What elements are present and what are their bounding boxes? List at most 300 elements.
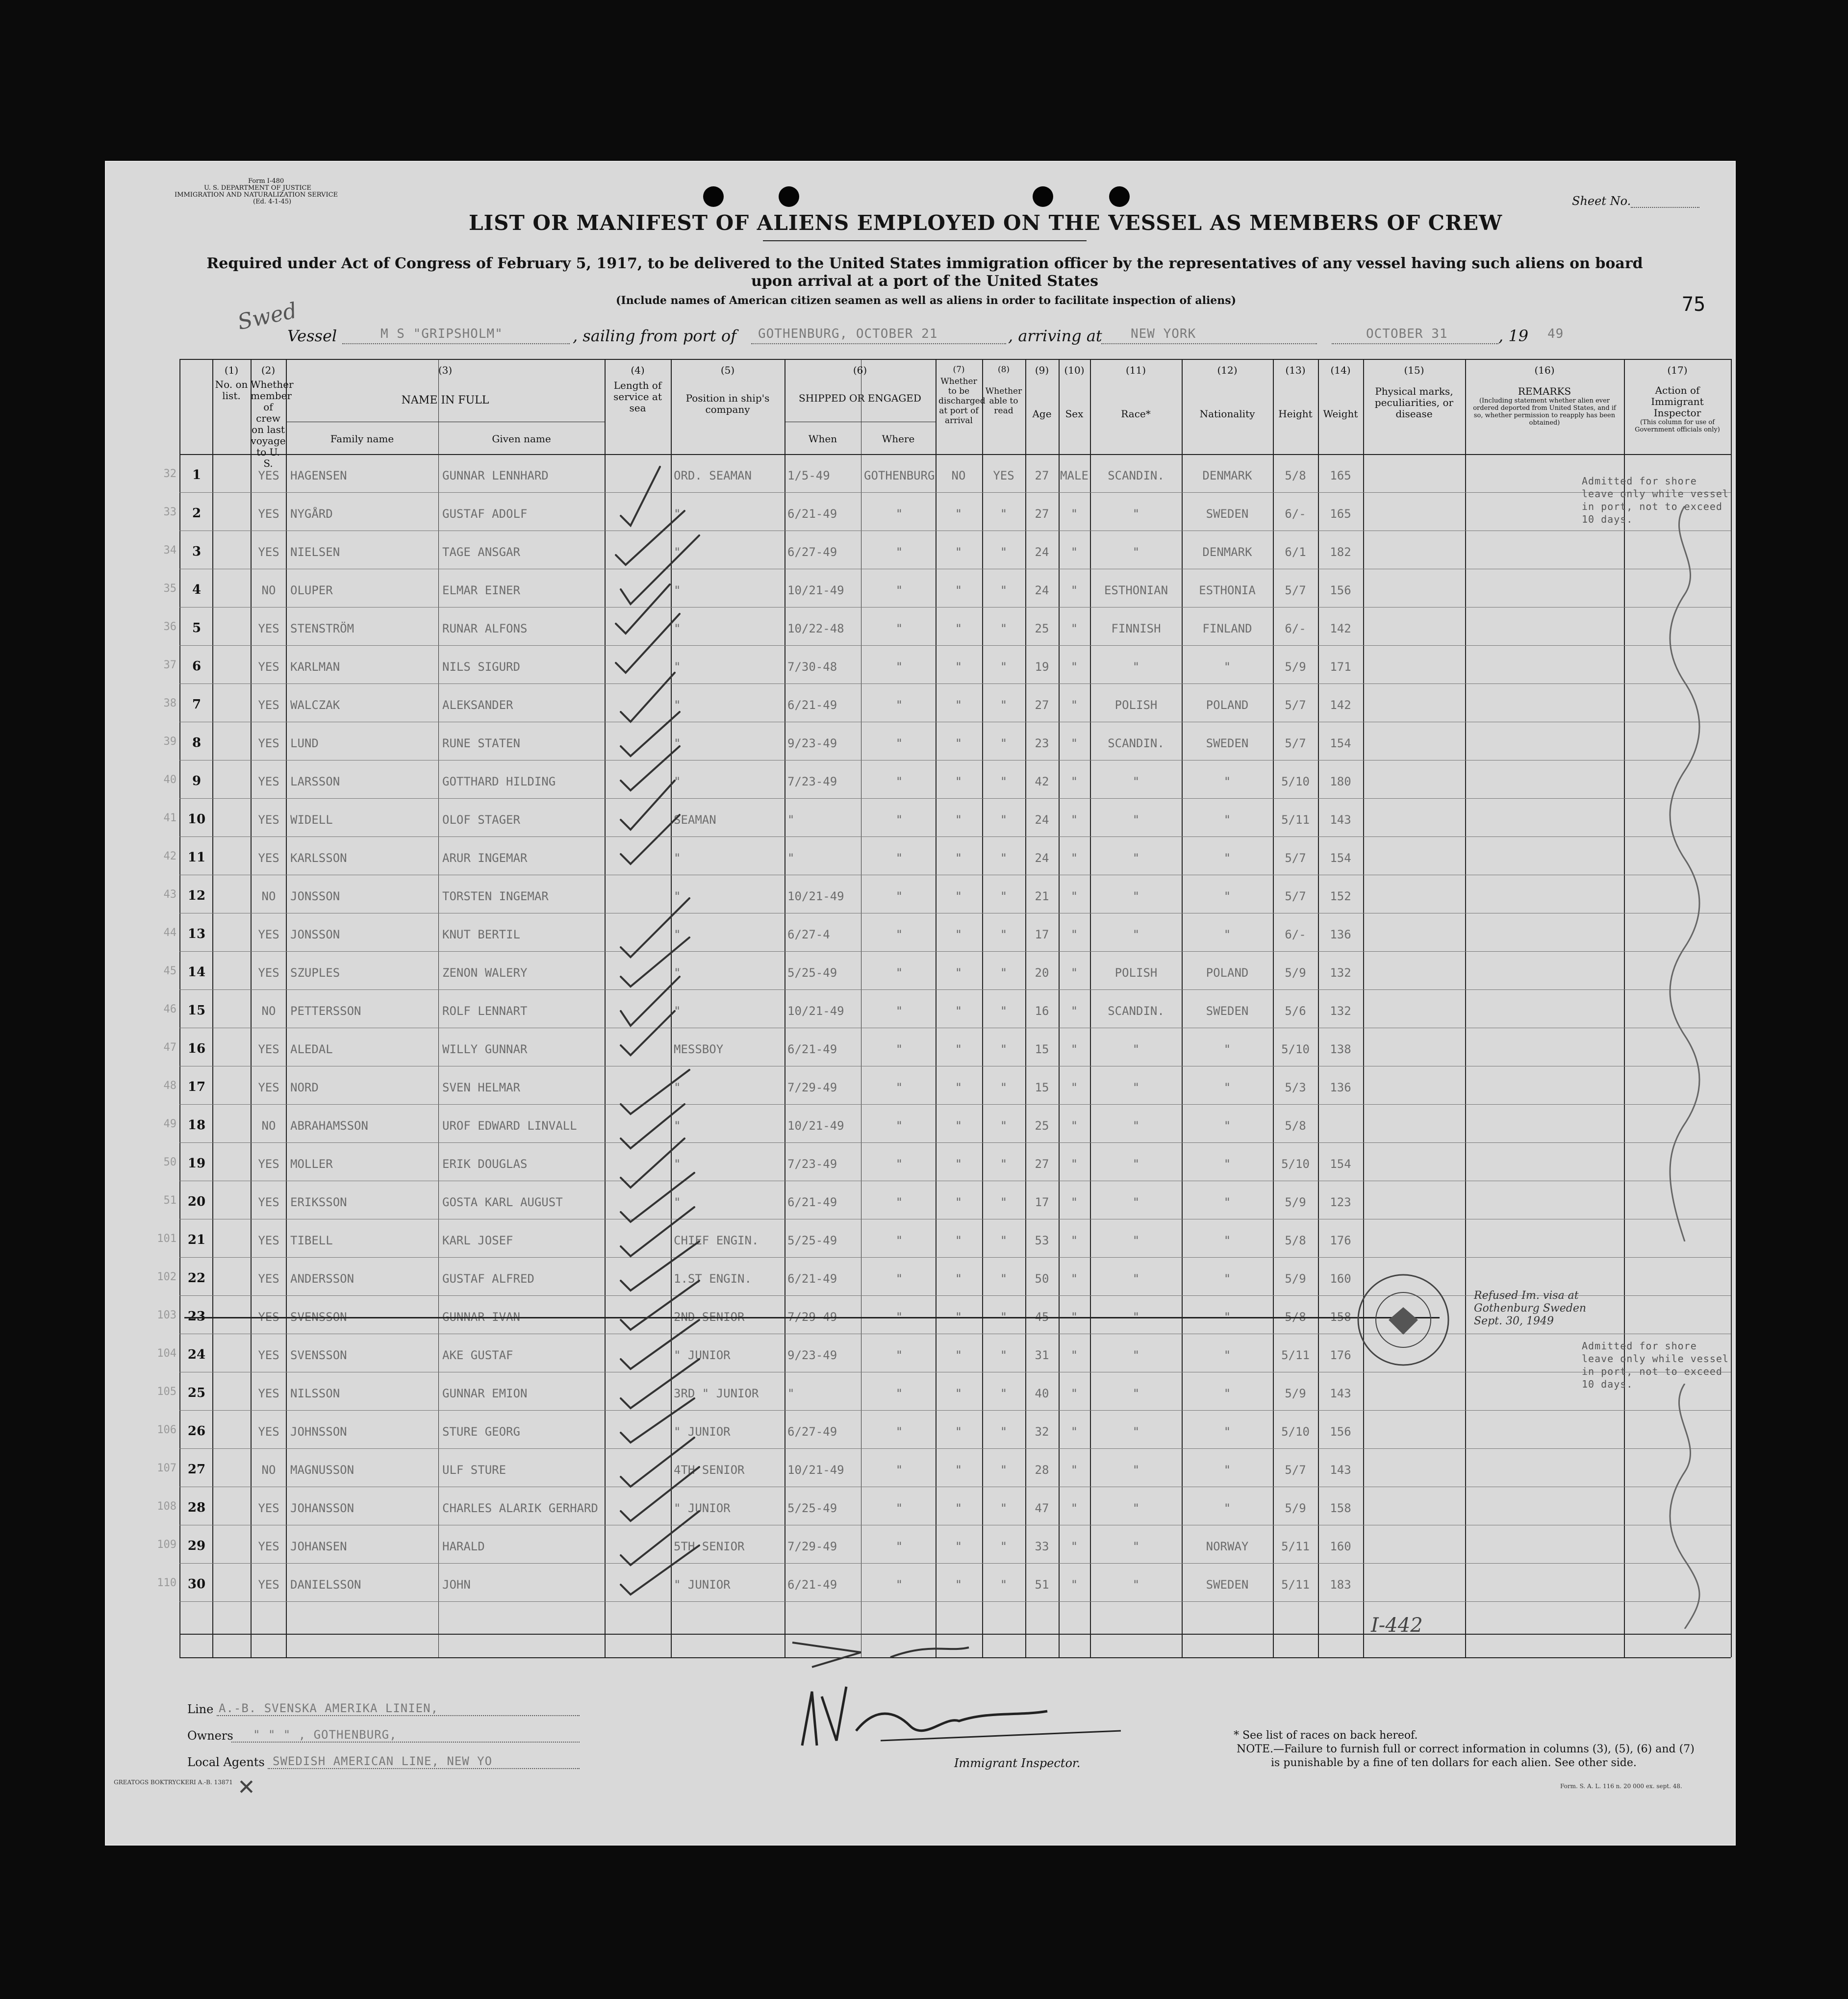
cell-sex: " xyxy=(1070,928,1078,941)
cell-age: 16 xyxy=(1035,1004,1049,1018)
cell-sex: " xyxy=(1070,1425,1078,1439)
row-divider xyxy=(179,1410,1731,1411)
cell-nat: " xyxy=(1223,1501,1231,1515)
remarks-shore-leave-top: Admitted for shore leave only while vessel in port, not to exceed 10 days. xyxy=(1582,475,1729,525)
cell-race: " xyxy=(1132,1272,1140,1286)
cell-dis: " xyxy=(955,1119,962,1133)
cell-when: 10/21-49 xyxy=(787,889,844,903)
service: IMMIGRATION AND NATURALIZATION SERVICE xyxy=(175,191,338,199)
cell-read: " xyxy=(1000,1310,1008,1324)
cell-wt: 123 xyxy=(1330,1195,1351,1209)
cell-age: 31 xyxy=(1035,1348,1049,1362)
cell-family: STENSTRÖM xyxy=(290,622,354,635)
cell-ht: 5/10 xyxy=(1281,1157,1310,1171)
cell-pos: " xyxy=(674,583,681,597)
physical-mark-row-30: I-442 xyxy=(1371,1614,1423,1637)
cell-pos: 4TH SENIOR xyxy=(674,1463,745,1477)
cell-wt: 165 xyxy=(1330,507,1351,521)
col5-header: (5) Position in ship's company xyxy=(685,364,770,415)
row-number: 23 xyxy=(187,1309,206,1324)
line-number: 41 xyxy=(163,812,177,824)
line-number: 44 xyxy=(163,927,177,939)
col4-header: (4) Length of service at sea xyxy=(613,364,662,414)
sheet-label: Sheet No. xyxy=(1572,194,1631,208)
cell-read: " xyxy=(1000,851,1008,865)
cell-when: 6/21-49 xyxy=(787,1195,837,1209)
cell-wt: 132 xyxy=(1330,1004,1351,1018)
cell-ht: 5/7 xyxy=(1285,698,1306,712)
cell-dis: " xyxy=(955,1081,962,1094)
cell-prev: YES xyxy=(258,1387,279,1400)
line-number: 108 xyxy=(157,1500,177,1513)
cell-nat: SWEDEN xyxy=(1206,1004,1249,1018)
line-number: 106 xyxy=(157,1424,177,1436)
cell-race: " xyxy=(1132,1081,1140,1094)
cell-prev: NO xyxy=(261,889,276,903)
note-line-1: NOTE.—Failure to furnish full or correct information in columns (3), (5), (6) and (7) xyxy=(1237,1743,1695,1755)
cell-age: 51 xyxy=(1035,1578,1049,1592)
cell-where: " xyxy=(895,851,903,865)
cell-race: SCANDIN. xyxy=(1108,1004,1164,1018)
cell-family: OLUPER xyxy=(290,583,333,597)
cell-family: JONSSON xyxy=(290,889,340,903)
row-number: 3 xyxy=(192,544,202,559)
cell-read: " xyxy=(1000,1540,1008,1553)
cell-age: 33 xyxy=(1035,1540,1049,1553)
line-number: 33 xyxy=(163,506,177,518)
cell-where: " xyxy=(895,736,903,750)
row-number: 24 xyxy=(187,1347,206,1362)
cell-nat: " xyxy=(1223,1119,1231,1133)
cell-dis: " xyxy=(955,1157,962,1171)
local-agents-value: SWEDISH AMERICAN LINE, NEW YO xyxy=(273,1754,493,1768)
cell-dis: " xyxy=(955,736,962,750)
row-divider xyxy=(179,1104,1731,1105)
cell-where: " xyxy=(895,1425,903,1439)
cell-nat: FINLAND xyxy=(1202,622,1252,635)
cell-ht: 5/10 xyxy=(1281,1042,1310,1056)
cell-nat: " xyxy=(1223,889,1231,903)
cell-sex: " xyxy=(1070,1195,1078,1209)
remarks-shore-leave-mid: Admitted for shore leave only while vessel in port, not to exceed 10 days. xyxy=(1582,1340,1729,1390)
cell-when: 5/25-49 xyxy=(787,1234,837,1247)
cell-where: " xyxy=(895,928,903,941)
line-number: 36 xyxy=(163,621,177,633)
row-number: 13 xyxy=(187,927,206,941)
cell-wt: 136 xyxy=(1330,1081,1351,1094)
cell-ht: 5/7 xyxy=(1285,583,1306,597)
cell-pos: CHIEF ENGIN. xyxy=(674,1234,759,1247)
cell-prev: NO xyxy=(261,583,276,597)
cell-given: RUNE STATEN xyxy=(442,736,520,750)
col6-header: (6) SHIPPED OR ENGAGED xyxy=(799,364,921,404)
cell-family: KARLMAN xyxy=(290,660,340,674)
cell-given: ZENON WALERY xyxy=(442,966,528,980)
cell-nat: DENMARK xyxy=(1202,469,1252,482)
row-divider xyxy=(179,836,1731,837)
cell-when: 7/30-48 xyxy=(787,660,837,674)
col6-when-header: When xyxy=(808,433,837,445)
col9-header: (9) Age xyxy=(1032,364,1052,420)
cell-pos: " JUNIOR xyxy=(674,1501,731,1515)
cell-race: SCANDIN. xyxy=(1108,736,1164,750)
cell-ht: 5/9 xyxy=(1285,660,1306,674)
col2-header: (2) Whether member of crew on last voyage to U. S. xyxy=(251,364,294,469)
cell-when: 7/29-49 xyxy=(787,1081,837,1094)
cell-pos: " xyxy=(674,545,681,559)
cell-dis: " xyxy=(955,1578,962,1592)
cell-wt: 160 xyxy=(1330,1540,1351,1553)
cell-wt: 154 xyxy=(1330,736,1351,750)
cell-prev: YES xyxy=(258,1081,279,1094)
cell-given: ALEKSANDER xyxy=(442,698,513,712)
row-number: 7 xyxy=(192,697,202,712)
cell-read: " xyxy=(1000,1004,1008,1018)
col11-header: (11) Race* xyxy=(1121,364,1151,420)
cell-nat: " xyxy=(1223,660,1231,674)
cell-prev: YES xyxy=(258,736,279,750)
line-label: Line xyxy=(187,1702,214,1716)
cell-age: 27 xyxy=(1035,1157,1049,1171)
line-number: 39 xyxy=(163,735,177,748)
cell-read: " xyxy=(1000,1157,1008,1171)
cell-prev: YES xyxy=(258,928,279,941)
cell-family: PETTERSSON xyxy=(290,1004,361,1018)
cell-nat: " xyxy=(1223,813,1231,827)
cell-age: 20 xyxy=(1035,966,1049,980)
cell-given: GOSTA KARL AUGUST xyxy=(442,1195,563,1209)
cell-sex: " xyxy=(1070,1578,1078,1592)
cell-prev: YES xyxy=(258,1310,279,1324)
row-number: 26 xyxy=(187,1424,206,1439)
cell-where: " xyxy=(895,545,903,559)
cell-dis: " xyxy=(955,1272,962,1286)
cell-where: " xyxy=(895,1578,903,1592)
cell-when: 9/23-49 xyxy=(787,736,837,750)
row-number: 22 xyxy=(187,1271,206,1286)
row-number: 29 xyxy=(187,1539,206,1553)
binding-hole xyxy=(1109,186,1130,207)
row-divider xyxy=(179,683,1731,684)
cell-sex: " xyxy=(1070,1157,1078,1171)
line-number: 40 xyxy=(163,774,177,786)
subtitle-line-1: Required under Act of Congress of February 5, 1917, to be delivered to the United States immigration officer by the representatives of any vessel having such aliens on board xyxy=(206,255,1643,272)
arriving-at: NEW YORK xyxy=(1131,327,1196,341)
binding-hole xyxy=(703,186,724,207)
cell-sex: " xyxy=(1070,1272,1078,1286)
col1-header: (1) No. on list. xyxy=(215,364,248,402)
cell-age: 47 xyxy=(1035,1501,1049,1515)
cell-given: AKE GUSTAF xyxy=(442,1348,513,1362)
cell-sex: " xyxy=(1070,966,1078,980)
row-number: 14 xyxy=(187,965,206,980)
cell-nat: " xyxy=(1223,775,1231,788)
row-number: 9 xyxy=(192,774,202,788)
line-number: 50 xyxy=(163,1156,177,1168)
cell-nat: " xyxy=(1223,1042,1231,1056)
cell-nat: " xyxy=(1223,1195,1231,1209)
cell-given: CHARLES ALARIK GERHARD xyxy=(442,1501,598,1515)
cell-ht: 6/- xyxy=(1285,622,1306,635)
cell-prev: NO xyxy=(261,1004,276,1018)
cell-nat: " xyxy=(1223,1348,1231,1362)
line-number: 43 xyxy=(163,888,177,901)
cell-age: 45 xyxy=(1035,1310,1049,1324)
line-number: 47 xyxy=(163,1041,177,1054)
cell-wt: 142 xyxy=(1330,622,1351,635)
cell-family: DANIELSSON xyxy=(290,1578,361,1592)
cell-age: 24 xyxy=(1035,583,1049,597)
cell-sex: " xyxy=(1070,813,1078,827)
cell-dis: " xyxy=(955,1348,962,1362)
cell-prev: YES xyxy=(258,1348,279,1362)
line-number: 34 xyxy=(163,544,177,557)
manifest-sheet xyxy=(106,162,1735,1845)
row-divider xyxy=(179,989,1731,990)
cell-prev: YES xyxy=(258,1157,279,1171)
cell-nat: SWEDEN xyxy=(1206,507,1249,521)
cell-ht: 5/11 xyxy=(1281,1540,1310,1553)
cell-nat: " xyxy=(1223,1310,1231,1324)
cell-age: 17 xyxy=(1035,928,1049,941)
cell-when: " xyxy=(787,851,795,865)
cell-family: ERIKSSON xyxy=(290,1195,347,1209)
cell-sex: " xyxy=(1070,660,1078,674)
row-number: 11 xyxy=(187,850,206,865)
cell-family: LARSSON xyxy=(290,775,340,788)
cell-ht: 6/- xyxy=(1285,928,1306,941)
cell-read: " xyxy=(1000,1119,1008,1133)
cell-age: 19 xyxy=(1035,660,1049,674)
cell-given: GUNNAR LENNHARD xyxy=(442,469,549,482)
cell-ht: 5/9 xyxy=(1285,966,1306,980)
cell-read: " xyxy=(1000,1425,1008,1439)
cell-read: " xyxy=(1000,545,1008,559)
consulate-seal xyxy=(1354,1271,1452,1369)
cell-ht: 5/7 xyxy=(1285,889,1306,903)
cell-family: WALCZAK xyxy=(290,698,340,712)
cell-sex: " xyxy=(1070,889,1078,903)
cell-ht: 5/9 xyxy=(1285,1195,1306,1209)
row-divider xyxy=(179,1257,1731,1258)
cell-sex: " xyxy=(1070,583,1078,597)
cell-wt: 138 xyxy=(1330,1042,1351,1056)
cell-wt: 180 xyxy=(1330,775,1351,788)
cell-sex: " xyxy=(1070,1004,1078,1018)
line-number: 48 xyxy=(163,1080,177,1092)
cell-race: " xyxy=(1132,1387,1140,1400)
cell-where: " xyxy=(895,1119,903,1133)
cell-family: JOHANSEN xyxy=(290,1540,347,1553)
cell-pos: 1.ST ENGIN. xyxy=(674,1272,752,1286)
sailing-label: , sailing from port of xyxy=(573,327,736,345)
cell-pos: " xyxy=(674,1119,681,1133)
cell-ht: 5/8 xyxy=(1285,469,1306,482)
cell-nat: DENMARK xyxy=(1202,545,1252,559)
cell-age: 15 xyxy=(1035,1042,1049,1056)
row-divider xyxy=(179,1448,1731,1449)
cell-wt: 136 xyxy=(1330,928,1351,941)
cell-dis: " xyxy=(955,583,962,597)
cell-where: " xyxy=(895,622,903,635)
cell-race: " xyxy=(1132,1042,1140,1056)
cell-pos: 5TH SENIOR xyxy=(674,1540,745,1553)
cell-family: NYGÅRD xyxy=(290,507,333,521)
cell-nat: " xyxy=(1223,1425,1231,1439)
cell-nat: " xyxy=(1223,1463,1231,1477)
cell-race: " xyxy=(1132,1157,1140,1171)
cell-read: " xyxy=(1000,1578,1008,1592)
cell-prev: YES xyxy=(258,1042,279,1056)
row-number: 25 xyxy=(187,1386,206,1400)
cell-family: JONSSON xyxy=(290,928,340,941)
cell-dis: " xyxy=(955,1387,962,1400)
crew-table xyxy=(157,359,1731,1657)
cell-dis: " xyxy=(955,813,962,827)
cell-given: RUNAR ALFONS xyxy=(442,622,528,635)
cell-when: 10/21-49 xyxy=(787,583,844,597)
cell-age: 27 xyxy=(1035,507,1049,521)
cell-wt: 182 xyxy=(1330,545,1351,559)
cell-given: HARALD xyxy=(442,1540,485,1553)
col16-header: (16) REMARKS (Including statement whether alien ever ordered deported from United States, and if so, whether permission to reapply has been obtained) xyxy=(1473,364,1616,427)
cell-wt: 183 xyxy=(1330,1578,1351,1592)
cell-read: " xyxy=(1000,813,1008,827)
cell-pos: " xyxy=(674,1081,681,1094)
cell-ht: 5/7 xyxy=(1285,1463,1306,1477)
cell-dis: " xyxy=(955,1425,962,1439)
cell-when: 6/21-49 xyxy=(787,1578,837,1592)
cell-given: GOTTHARD HILDING xyxy=(442,775,556,788)
cell-race: " xyxy=(1132,1234,1140,1247)
cell-prev: NO xyxy=(261,1119,276,1133)
cell-where: " xyxy=(895,813,903,827)
cell-when: 6/21-49 xyxy=(787,1042,837,1056)
handwritten-x: ✕ xyxy=(237,1775,255,1800)
cell-prev: YES xyxy=(258,660,279,674)
cell-prev: YES xyxy=(258,813,279,827)
cell-age: 24 xyxy=(1035,813,1049,827)
cell-read: " xyxy=(1000,660,1008,674)
line-number: 35 xyxy=(163,582,177,595)
cell-when: 10/21-49 xyxy=(787,1463,844,1477)
cell-when: 10/21-49 xyxy=(787,1119,844,1133)
cell-ht: 5/11 xyxy=(1281,813,1310,827)
local-agents-label: Local Agents xyxy=(187,1755,265,1769)
cell-where: " xyxy=(895,1004,903,1018)
cell-dis: NO xyxy=(951,469,966,482)
cell-nat: NORWAY xyxy=(1206,1540,1249,1553)
department: U. S. DEPARTMENT OF JUSTICE xyxy=(204,184,311,192)
cell-sex: " xyxy=(1070,1310,1078,1324)
cell-wt: 160 xyxy=(1330,1272,1351,1286)
cell-wt: 156 xyxy=(1330,583,1351,597)
cell-given: TAGE ANSGAR xyxy=(442,545,520,559)
cell-sex: " xyxy=(1070,1348,1078,1362)
cell-where: " xyxy=(895,660,903,674)
cell-nat: POLAND xyxy=(1206,966,1249,980)
cell-wt: 143 xyxy=(1330,1463,1351,1477)
line-number: 104 xyxy=(157,1347,177,1360)
cell-dis: " xyxy=(955,698,962,712)
cell-race: " xyxy=(1132,889,1140,903)
cell-when: 6/27-49 xyxy=(787,545,837,559)
line-number: 109 xyxy=(157,1539,177,1551)
cell-family: ANDERSSON xyxy=(290,1272,354,1286)
cell-given: UROF EDWARD LINVALL xyxy=(442,1119,577,1133)
line-number: 107 xyxy=(157,1462,177,1474)
wavy-line-bottom xyxy=(1665,1384,1704,1629)
cell-dis: " xyxy=(955,928,962,941)
cell-read: " xyxy=(1000,1501,1008,1515)
cell-where: " xyxy=(895,698,903,712)
cell-sex: MALE xyxy=(1060,469,1089,482)
cell-family: SVENSSON xyxy=(290,1310,347,1324)
cell-nat: POLAND xyxy=(1206,698,1249,712)
cell-sex: " xyxy=(1070,1463,1078,1477)
cell-read: " xyxy=(1000,1463,1008,1477)
form-print: Form. S. A. L. 116 n. 20 000 ex. sept. 48. xyxy=(1560,1783,1682,1790)
cell-race: " xyxy=(1132,1578,1140,1592)
cell-ht: 5/8 xyxy=(1285,1234,1306,1247)
cell-prev: YES xyxy=(258,1234,279,1247)
cell-when: 6/27-4 xyxy=(787,928,830,941)
cell-age: 53 xyxy=(1035,1234,1049,1247)
cell-prev: YES xyxy=(258,1272,279,1286)
cell-read: " xyxy=(1000,583,1008,597)
cell-wt: 156 xyxy=(1330,1425,1351,1439)
handwritten-margin: Swed xyxy=(235,298,299,335)
cell-pos: " JUNIOR xyxy=(674,1425,731,1439)
cell-race: ESTHONIAN xyxy=(1104,583,1168,597)
row-number: 8 xyxy=(192,735,202,750)
cell-age: 27 xyxy=(1035,469,1049,482)
sailing-from: GOTHENBURG, OCTOBER 21 xyxy=(758,327,938,341)
cell-where: " xyxy=(895,1042,903,1056)
cell-prev: YES xyxy=(258,1501,279,1515)
cell-read: " xyxy=(1000,736,1008,750)
cell-when: 6/21-49 xyxy=(787,698,837,712)
cell-race: " xyxy=(1132,507,1140,521)
vessel-label: Vessel xyxy=(287,327,337,345)
cell-when: 5/25-49 xyxy=(787,966,837,980)
cell-ht: 5/6 xyxy=(1285,1004,1306,1018)
cell-where: " xyxy=(895,1195,903,1209)
subtitle-line-2: upon arrival at a port of the United States xyxy=(751,273,1099,290)
cell-dis: " xyxy=(955,851,962,865)
cell-pos: " xyxy=(674,775,681,788)
cell-race: " xyxy=(1132,813,1140,827)
row-number: 20 xyxy=(187,1194,206,1209)
cell-where: " xyxy=(895,1234,903,1247)
cell-ht: 5/3 xyxy=(1285,1081,1306,1094)
cell-age: 24 xyxy=(1035,851,1049,865)
inspector-label: Immigrant Inspector. xyxy=(954,1756,1081,1770)
cell-race: " xyxy=(1132,1195,1140,1209)
cell-given: NILS SIGURD xyxy=(442,660,520,674)
cell-age: 50 xyxy=(1035,1272,1049,1286)
cell-where: " xyxy=(895,1501,903,1515)
cell-read: " xyxy=(1000,622,1008,635)
cell-family: WIDELL xyxy=(290,813,333,827)
cell-ht: 5/7 xyxy=(1285,851,1306,865)
cell-where: " xyxy=(895,1463,903,1477)
line-number: 38 xyxy=(163,697,177,709)
cell-given: KNUT BERTIL xyxy=(442,928,520,941)
row-number: 2 xyxy=(192,506,202,521)
cell-sex: " xyxy=(1070,1119,1078,1133)
row-number: 30 xyxy=(187,1577,206,1592)
